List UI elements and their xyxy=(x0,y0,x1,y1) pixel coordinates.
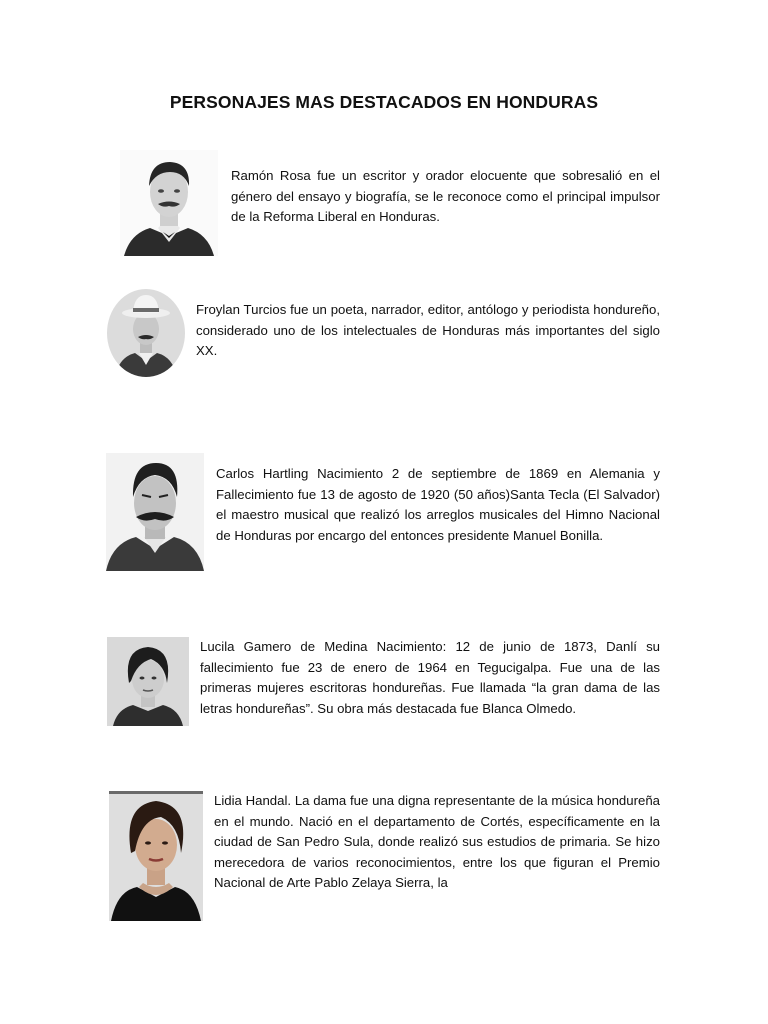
lidia-handal-portrait xyxy=(109,791,203,921)
woman-portrait-icon xyxy=(107,637,189,726)
man-portrait-mustache-icon xyxy=(106,453,204,571)
lidia-handal-bio: Lidia Handal. La dama fue una digna representante de la música hondureña en el mundo. Nació en el departamento de Cortés, específicamente en la ciudad de San Pedro Sula, donde realizó sus estudios de primaria. Se hizo merecedora de varios reconocimientos, entre los que figuran el Premio Nacional de Arte Pablo Zelaya Sierra, la xyxy=(214,793,660,891)
ramon-rosa-bio: Ramón Rosa fue un escritor y orador elocuente que sobresalió en el género del ensayo y biografía, se le reconoce como el principal impulsor de la Reforma Liberal en Honduras. xyxy=(231,168,660,225)
page-title: PERSONAJES MAS DESTACADOS EN HONDURAS xyxy=(169,92,599,112)
man-portrait-hat-icon xyxy=(107,289,185,377)
lucila-gamero-bio: Lucila Gamero de Medina Nacimiento: 12 de junio de 1873, Danlí su fallecimiento fue 23 de enero de 1964 en Tegucigalpa. Fue una de las primeras mujeres escritoras hondureñas. Fue llamada “la gran dama de las letras hondureñas”. Su obra más destacada fue Blanca Olmedo. xyxy=(200,639,660,716)
carlos-hartling-portrait xyxy=(106,453,204,571)
froylan-turcios-portrait xyxy=(107,289,185,377)
ramon-rosa-portrait xyxy=(120,150,218,256)
froylan-turcios-bio: Froylan Turcios fue un poeta, narrador, editor, antólogo y periodista hondureño, considerado uno de los intelectuales de Honduras más importantes del siglo XX. xyxy=(196,302,660,359)
carlos-hartling-bio: Carlos Hartling Nacimiento 2 de septiembre de 1869 en Alemania y Fallecimiento fue 13 de agosto de 1920 (50 años)Santa Tecla (El Salvador) el maestro musical que realizó los arreglos musicales del Himno Nacional de Honduras por encargo del entonces presidente Manuel Bonilla. xyxy=(216,466,660,543)
man-portrait-mustache-icon xyxy=(120,150,218,256)
lucila-gamero-portrait xyxy=(107,637,189,726)
woman-portrait-icon xyxy=(109,791,203,921)
